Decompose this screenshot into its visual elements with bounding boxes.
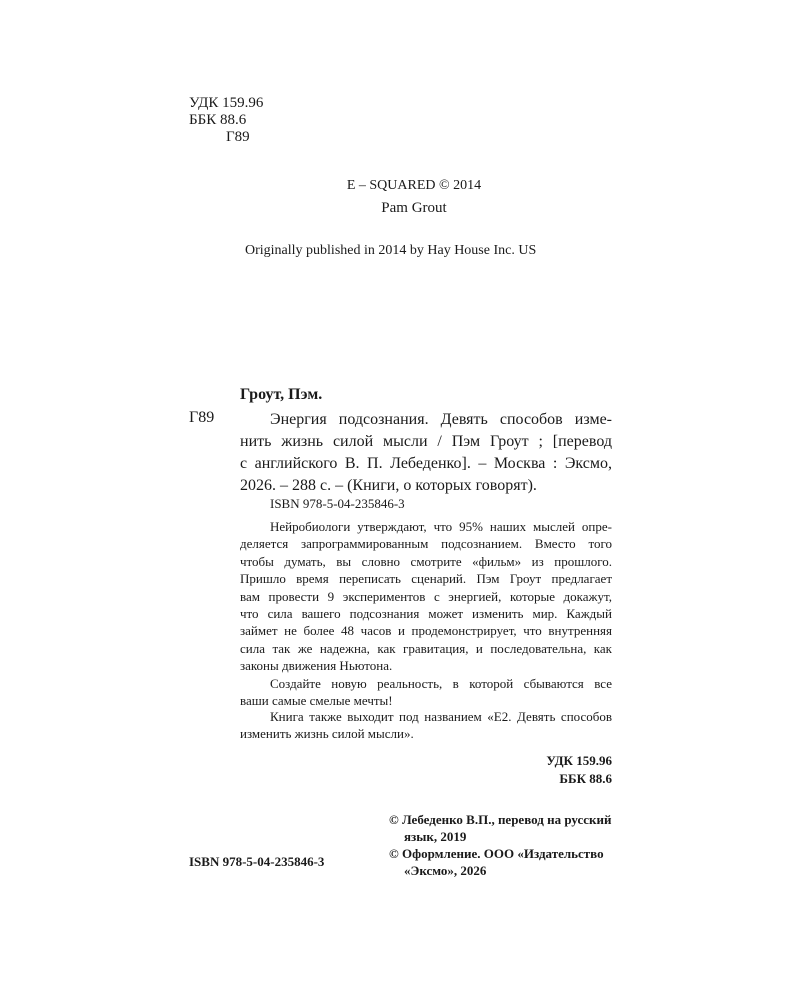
copyright-line: E – SQUARED © 2014 bbox=[346, 178, 482, 193]
annotation-line: Нейробиологи утверждают, что 95% наших мыслей опре- bbox=[270, 519, 612, 534]
catalog-line: с английского В. П. Лебеденко]. – Москва : Эксмо, bbox=[240, 455, 612, 472]
bottom-classification-codes bbox=[0, 752, 612, 787]
annotation-line: сила так же надежна, как гравитация, и последовательна, как bbox=[240, 640, 612, 656]
translation-credit-cont: язык, 2019 bbox=[404, 829, 467, 844]
udk-code: УДК 159.96 bbox=[189, 95, 264, 111]
annotation-line: чтобы думать, вы словно смотрите «фильм» из прошлого. bbox=[240, 553, 612, 569]
annotation-line: вам провести 9 экспериментов с энергией, которые докажут, bbox=[240, 588, 612, 604]
author-sign: Г89 bbox=[226, 129, 250, 145]
annotation-line: деляется запрограммированным подсознанием. Вместо того bbox=[240, 536, 612, 552]
design-credit-cont: «Эксмо», 2026 bbox=[404, 863, 487, 878]
catalog-description bbox=[240, 409, 612, 497]
annotation-line: Создайте новую реальность, в которой сбываются все bbox=[270, 675, 612, 691]
bbk-code-bottom: ББК 88.6 bbox=[559, 770, 612, 786]
catalog-line: Энергия подсознания. Девять способов изме- bbox=[270, 411, 612, 428]
design-credit: © Оформление. ООО «Издательство bbox=[389, 846, 604, 861]
annotation-line: ваши самые смелые мечты! bbox=[240, 693, 393, 709]
note-line: Книга также выходит под названием «E2. Девять способов bbox=[270, 709, 612, 724]
alternate-title-note bbox=[240, 708, 612, 743]
udk-code-bottom: УДК 159.96 bbox=[546, 753, 612, 768]
catalog-author: Гроут, Пэм. bbox=[240, 386, 323, 403]
annotation bbox=[240, 518, 612, 709]
catalog-isbn: ISBN 978-5-04-235846-3 bbox=[270, 496, 405, 511]
top-classification-codes bbox=[189, 94, 263, 145]
note-line: изменить жизнь силой мысли». bbox=[240, 726, 414, 742]
annotation-line: что сила вашего подсознания может изменить мир. Каждый bbox=[240, 606, 612, 622]
catalog-author-sign: Г89 bbox=[189, 409, 215, 426]
bbk-code: ББК 88.6 bbox=[189, 112, 247, 128]
original-author: Pam Grout bbox=[381, 200, 447, 216]
original-publication: Originally published in 2014 by Hay House Inc. US bbox=[245, 243, 537, 258]
catalog-line: нить жизнь силой мысли / Пэм Гроут ; [перевод bbox=[240, 433, 612, 450]
isbn-bottom: ISBN 978-5-04-235846-3 bbox=[189, 854, 325, 869]
annotation-line: займет не более 48 часов и продемонстрирует, что внутренняя bbox=[240, 623, 612, 639]
annotation-line: Пришло время переписать сценарий. Пэм Гроут предлагает bbox=[240, 571, 612, 587]
copyright-credits bbox=[389, 811, 612, 879]
translation-credit: © Лебеденко В.П., перевод на русский bbox=[389, 812, 612, 827]
catalog-line: 2026. – 288 с. – (Книги, о которых говорят). bbox=[240, 477, 537, 494]
annotation-line: законы движения Ньютона. bbox=[240, 658, 393, 674]
